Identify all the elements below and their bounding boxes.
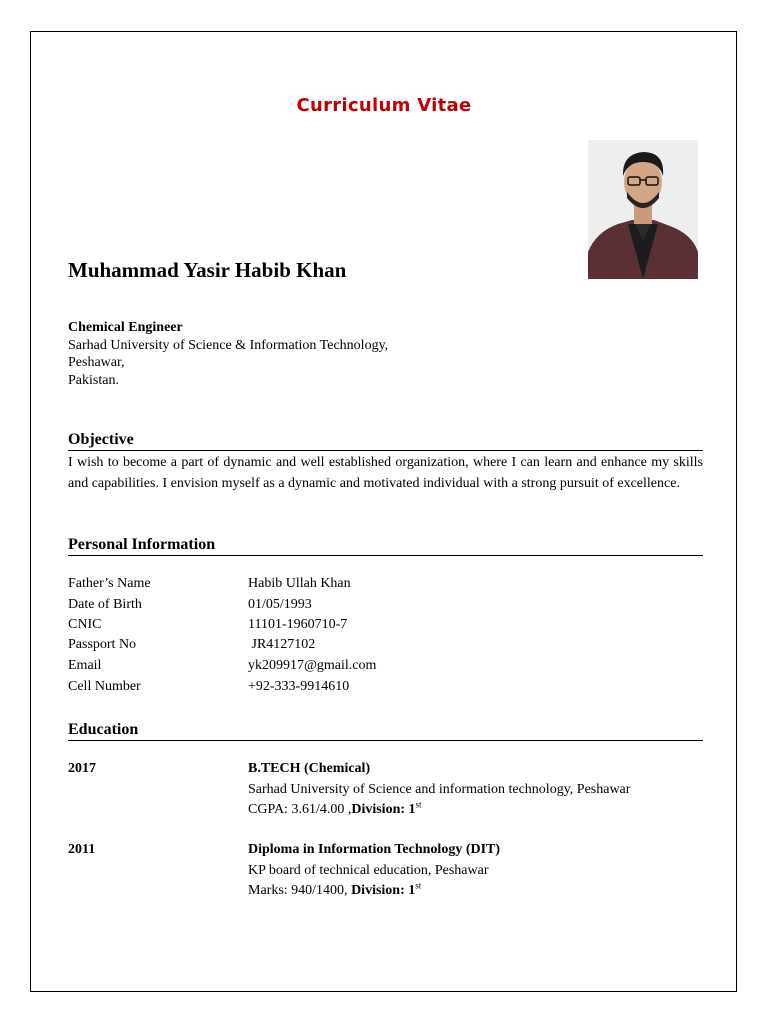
info-value: +92-333-9914610: [248, 679, 350, 694]
education-year: 2017: [68, 761, 96, 776]
address-block: [68, 319, 388, 389]
address-line: Pakistan.: [68, 372, 119, 388]
education-year: 2011: [68, 842, 96, 857]
info-value: JR4127102: [248, 637, 316, 652]
profile-photo: [588, 140, 698, 279]
education-result: [248, 881, 500, 902]
degree-title: Diploma in Information Technology (DIT): [248, 842, 501, 857]
info-label: Email: [68, 658, 102, 673]
email-value: yk209917@gmail.com: [248, 658, 377, 673]
info-value: 11101-1960710-7: [248, 617, 348, 632]
institute-name: KP board of technical education, Peshawar: [248, 862, 489, 878]
institute-name: Sarhad University of Science and information technology, Peshawar: [248, 781, 631, 797]
profile-photo-image: [588, 140, 698, 279]
result-text: CGPA: 3.61/4.00 ,: [248, 802, 352, 817]
document-title: Curriculum Vitae: [296, 95, 472, 116]
info-value: 01/05/1993: [248, 597, 312, 612]
job-title: Chemical Engineer: [68, 320, 183, 335]
division-label: Division: 1: [351, 883, 416, 898]
division-suffix: st: [415, 880, 422, 891]
info-label: CNIC: [68, 617, 102, 632]
info-label: Cell Number: [68, 679, 141, 694]
education-entry: [248, 759, 630, 821]
address-line: Peshawar,: [68, 355, 125, 370]
result-text: Marks: 940/1400,: [248, 883, 352, 898]
info-label: Date of Birth: [68, 597, 142, 612]
education-entry: [248, 840, 500, 902]
degree-title: B.TECH (Chemical): [248, 761, 371, 776]
info-label: Father’s Name: [68, 576, 151, 591]
education-heading: Education: [68, 721, 703, 741]
info-label: Passport No: [68, 637, 137, 652]
objective-text: I wish to become a part of dynamic and well established organization, where I can learn and enhance my skills and capabilities. I envision myself as a dynamic and motivated individual with a strong pursuit of excellence.: [68, 455, 703, 491]
info-value: Habib Ullah Khan: [248, 576, 351, 591]
division-label: Division: 1: [351, 802, 416, 817]
address-line: Sarhad University of Science & Information Technology,: [68, 337, 389, 353]
personal-info-heading: Personal Information: [68, 536, 703, 556]
education-result: [248, 800, 630, 821]
division-suffix: st: [415, 799, 422, 810]
candidate-name: Muhammad Yasir Habib Khan: [68, 258, 347, 282]
objective-heading: Objective: [68, 431, 703, 451]
